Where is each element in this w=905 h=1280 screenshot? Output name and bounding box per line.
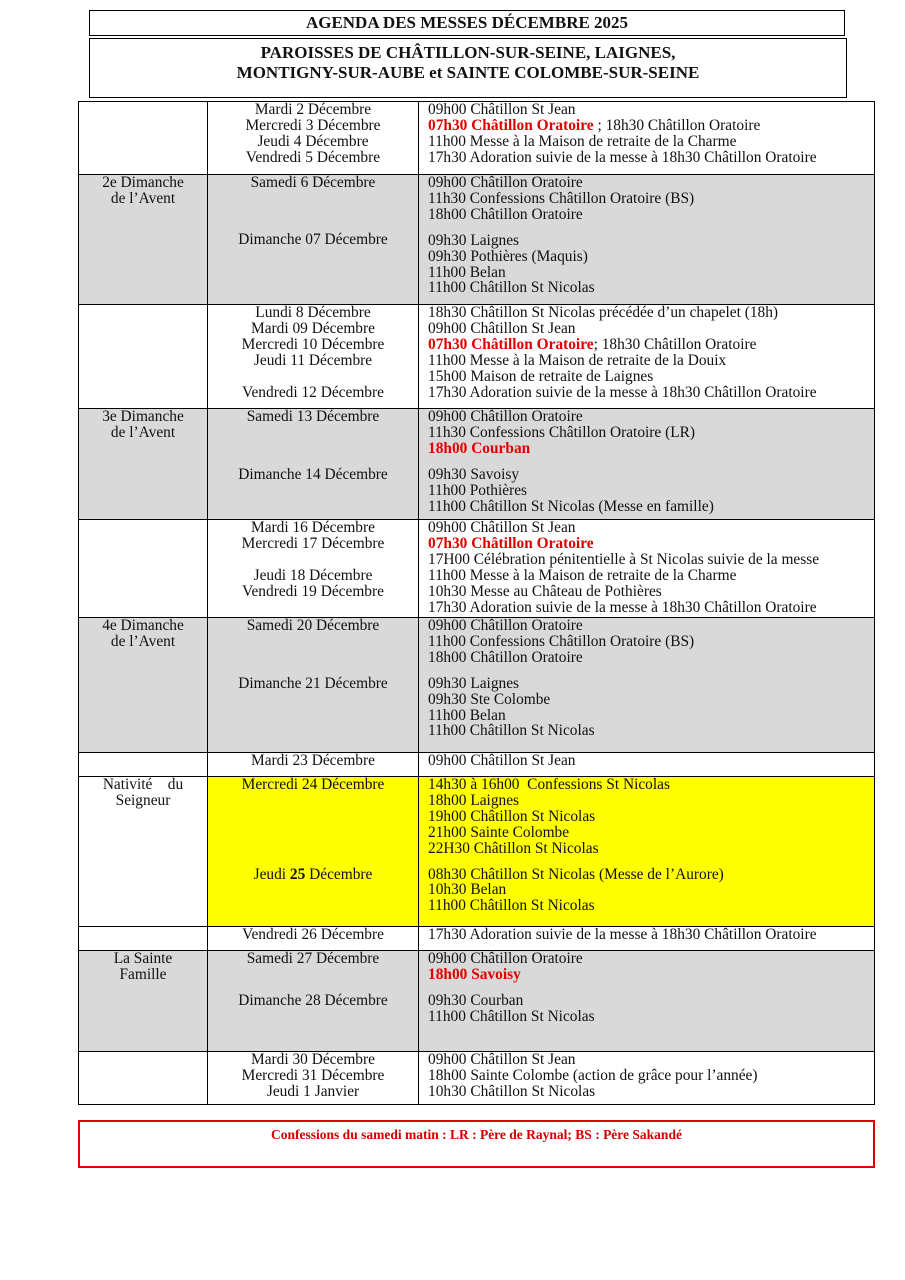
masses-cell — [419, 409, 875, 520]
day-label: Mardi 2 Décembre — [254, 101, 372, 118]
mass-line: 11h00 Messe à la Maison de retraite de la Douix — [428, 351, 727, 369]
mass-line: 09h30 Laignes — [428, 674, 520, 692]
table-row — [79, 753, 875, 777]
table-row — [79, 305, 875, 409]
day-label: Mercredi 3 Décembre — [245, 116, 381, 134]
mass-line: 08h30 Châtillon St Nicolas (Messe de l’Aurore) — [428, 865, 724, 883]
feast-cell — [79, 618, 208, 753]
mass-line: 17h30 Adoration suivie de la messe à 18h30 Châtillon Oratoire — [428, 383, 817, 401]
mass-line: 09h00 Châtillon Oratoire — [428, 617, 583, 634]
highlight-mass: 18h00 Savoisy — [428, 965, 521, 983]
masses-cell — [419, 102, 875, 175]
day-label: Mercredi 10 Décembre — [241, 335, 385, 353]
mass-line: 22H30 Châtillon St Nicolas — [428, 839, 599, 857]
feast-cell — [79, 1052, 208, 1105]
mass-line: 11h00 Messe à la Maison de retraite de la Charme — [428, 132, 737, 150]
feast-label: Nativité du — [102, 776, 184, 793]
feast-label: 2e Dimanche — [102, 174, 184, 191]
day-label: Jeudi 1 Janvier — [266, 1082, 360, 1100]
masses-cell — [419, 175, 875, 305]
day-label: Dimanche 28 Décembre — [238, 991, 388, 1009]
mass-line: 09h00 Châtillon St Jean — [428, 319, 576, 337]
days-cell — [208, 1052, 419, 1105]
day-number-bold: 25 — [289, 865, 306, 883]
mass-line: 09h00 Châtillon St Jean — [428, 1051, 576, 1068]
days-cell — [208, 520, 419, 618]
day-label: Samedi 27 Décembre — [246, 950, 380, 967]
masses-cell — [419, 618, 875, 753]
feast-cell — [79, 951, 208, 1052]
feast-cell — [79, 305, 208, 409]
mass-line: 21h00 Sainte Colombe — [428, 823, 570, 841]
day-label: Mercredi 31 Décembre — [241, 1066, 385, 1084]
feast-cell — [79, 927, 208, 951]
highlight-mass: 07h30 Châtillon Oratoire — [428, 116, 594, 134]
day-label: Jeudi 11 Décembre — [253, 351, 373, 369]
day-label: Dimanche 07 Décembre — [238, 230, 388, 248]
mass-line: 11h00 Belan — [428, 706, 506, 724]
mass-line: 15h00 Maison de retraite de Laignes — [428, 367, 654, 385]
mass-line: 11h00 Pothières — [428, 481, 528, 499]
feast-label: de l’Avent — [110, 632, 176, 650]
table-row — [79, 520, 875, 618]
feast-label: 3e Dimanche — [102, 408, 184, 425]
mass-line: 18h00 Châtillon Oratoire — [428, 648, 583, 666]
mass-line: 09h00 Châtillon Oratoire — [428, 174, 583, 191]
day-label: Mercredi 17 Décembre — [241, 534, 385, 552]
mass-line: 11h00 Messe à la Maison de retraite de la Charme — [428, 566, 737, 584]
mass-line: 18h30 Châtillon St Nicolas précédée d’un chapelet (18h) — [428, 304, 779, 321]
masses-cell — [419, 520, 875, 618]
day-label: Jeudi 4 Décembre — [257, 132, 369, 150]
day-label: Vendredi 5 Décembre — [245, 148, 381, 166]
mass-line — [428, 118, 874, 134]
mass-line: 14h30 à 16h00 Confessions St Nicolas — [428, 776, 670, 793]
day-label — [208, 867, 418, 883]
days-cell — [208, 409, 419, 520]
table-row — [79, 1052, 875, 1105]
mass-line: 17h30 Adoration suivie de la messe à 18h30 Châtillon Oratoire — [428, 148, 817, 166]
mass-line: 17h30 Adoration suivie de la messe à 18h30 Châtillon Oratoire — [428, 598, 817, 616]
feast-cell — [79, 777, 208, 927]
masses-cell — [419, 753, 875, 777]
mass-line: 11h30 Confessions Châtillon Oratoire (BS) — [428, 189, 695, 207]
day-label: Jeudi 18 Décembre — [253, 566, 373, 584]
highlight-mass: 18h00 Courban — [428, 439, 531, 457]
table-row — [79, 618, 875, 753]
mass-line — [428, 337, 874, 353]
day-label: Mardi 23 Décembre — [251, 752, 375, 769]
mass-line: 09h30 Laignes — [428, 231, 520, 249]
mass-line-rest: ; 18h30 Châtillon Oratoire — [593, 335, 757, 353]
mass-line: 11h00 Châtillon St Nicolas — [428, 1007, 595, 1025]
day-label: Mardi 16 Décembre — [251, 519, 375, 536]
mass-line: 18h00 Sainte Colombe (action de grâce pour l’année) — [428, 1066, 758, 1084]
mass-line: 09h00 Châtillon Oratoire — [428, 950, 583, 967]
mass-line: 11h00 Confessions Châtillon Oratoire (BS) — [428, 632, 695, 650]
mass-line: 09h30 Savoisy — [428, 465, 520, 483]
feast-cell — [79, 520, 208, 618]
mass-line: 10h30 Belan — [428, 881, 507, 899]
day-label: Mardi 09 Décembre — [251, 319, 375, 337]
mass-line: 10h30 Châtillon St Nicolas — [428, 1082, 596, 1100]
parishes-line-1: PAROISSES DE CHÂTILLON-SUR-SEINE, LAIGNES, — [260, 43, 676, 62]
days-cell — [208, 102, 419, 175]
days-cell — [208, 618, 419, 753]
parishes-header — [89, 38, 847, 98]
mass-line: 09h00 Châtillon St Jean — [428, 519, 576, 536]
mass-line: 11h00 Belan — [428, 263, 506, 281]
mass-line: 11h00 Châtillon St Nicolas (Messe en famille) — [428, 497, 714, 515]
masses-cell — [419, 927, 875, 951]
table-row — [79, 102, 875, 175]
feast-label: de l’Avent — [110, 189, 176, 207]
table-row — [79, 409, 875, 520]
mass-line: 10h30 Messe au Château de Pothières — [428, 582, 662, 600]
masses-cell — [419, 777, 875, 927]
day-label: Lundi 8 Décembre — [255, 304, 371, 321]
mass-line: 17H00 Célébration pénitentielle à St Nicolas suivie de la messe — [428, 550, 820, 568]
days-cell — [208, 175, 419, 305]
table-row — [79, 951, 875, 1052]
days-cell — [208, 927, 419, 951]
mass-line: 17h30 Adoration suivie de la messe à 18h30 Châtillon Oratoire — [428, 926, 817, 943]
mass-schedule-table — [78, 101, 875, 1105]
mass-line: 09h00 Châtillon Oratoire — [428, 408, 583, 425]
feast-label: Seigneur — [115, 791, 171, 809]
day-label: Vendredi 12 Décembre — [242, 383, 384, 401]
confessions-note: Confessions du samedi matin : LR : Père de Raynal; BS : Père Sakandé — [78, 1120, 875, 1168]
page-title: AGENDA DES MESSES DÉCEMBRE 2025 — [89, 10, 845, 36]
day-label: Samedi 6 Décembre — [250, 174, 376, 191]
mass-line: 09h30 Courban — [428, 991, 524, 1009]
mass-line: 09h30 Ste Colombe — [428, 690, 551, 708]
masses-cell — [419, 1052, 875, 1105]
table-row — [79, 777, 875, 927]
mass-line: 09h00 Châtillon St Jean — [428, 101, 576, 118]
day-label: Vendredi 19 Décembre — [242, 582, 384, 600]
day-label-prefix: Jeudi — [253, 865, 290, 883]
days-cell — [208, 753, 419, 777]
mass-line: 18h00 Laignes — [428, 791, 520, 809]
feast-label: 4e Dimanche — [102, 617, 184, 634]
mass-line: 09h00 Châtillon St Jean — [428, 752, 576, 769]
day-label: Mercredi 24 Décembre — [241, 776, 385, 793]
day-label: Vendredi 26 Décembre — [242, 926, 384, 943]
highlight-mass: 07h30 Châtillon Oratoire — [428, 335, 594, 353]
mass-line: 19h00 Châtillon St Nicolas — [428, 807, 596, 825]
table-row — [79, 927, 875, 951]
feast-cell — [79, 175, 208, 305]
feast-label: de l’Avent — [110, 423, 176, 441]
mass-line: 18h00 Châtillon Oratoire — [428, 205, 583, 223]
day-label: Dimanche 14 Décembre — [238, 465, 388, 483]
mass-line: 11h00 Châtillon St Nicolas — [428, 722, 595, 740]
masses-cell — [419, 951, 875, 1052]
feast-cell — [79, 102, 208, 175]
mass-line: 11h30 Confessions Châtillon Oratoire (LR) — [428, 423, 696, 441]
day-label: Mardi 30 Décembre — [251, 1051, 375, 1068]
days-cell — [208, 305, 419, 409]
feast-label: Famille — [119, 965, 167, 983]
days-cell — [208, 777, 419, 927]
day-label: Samedi 20 Décembre — [246, 617, 380, 634]
feast-cell — [79, 753, 208, 777]
mass-line-rest: ; 18h30 Châtillon Oratoire — [593, 116, 761, 134]
highlight-mass: 07h30 Châtillon Oratoire — [428, 534, 594, 552]
table-row — [79, 175, 875, 305]
day-label: Samedi 13 Décembre — [246, 408, 380, 425]
mass-line: 11h00 Châtillon St Nicolas — [428, 279, 595, 297]
parishes-line-2: MONTIGNY-SUR-AUBE et SAINTE COLOMBE-SUR-SEINE — [236, 63, 700, 82]
mass-line: 09h30 Pothières (Maquis) — [428, 247, 588, 265]
days-cell — [208, 951, 419, 1052]
day-label: Dimanche 21 Décembre — [238, 674, 388, 692]
day-label-suffix: Décembre — [305, 865, 373, 883]
mass-line: 11h00 Châtillon St Nicolas — [428, 897, 595, 915]
masses-cell — [419, 305, 875, 409]
feast-label: La Sainte — [113, 950, 173, 967]
feast-cell — [79, 409, 208, 520]
